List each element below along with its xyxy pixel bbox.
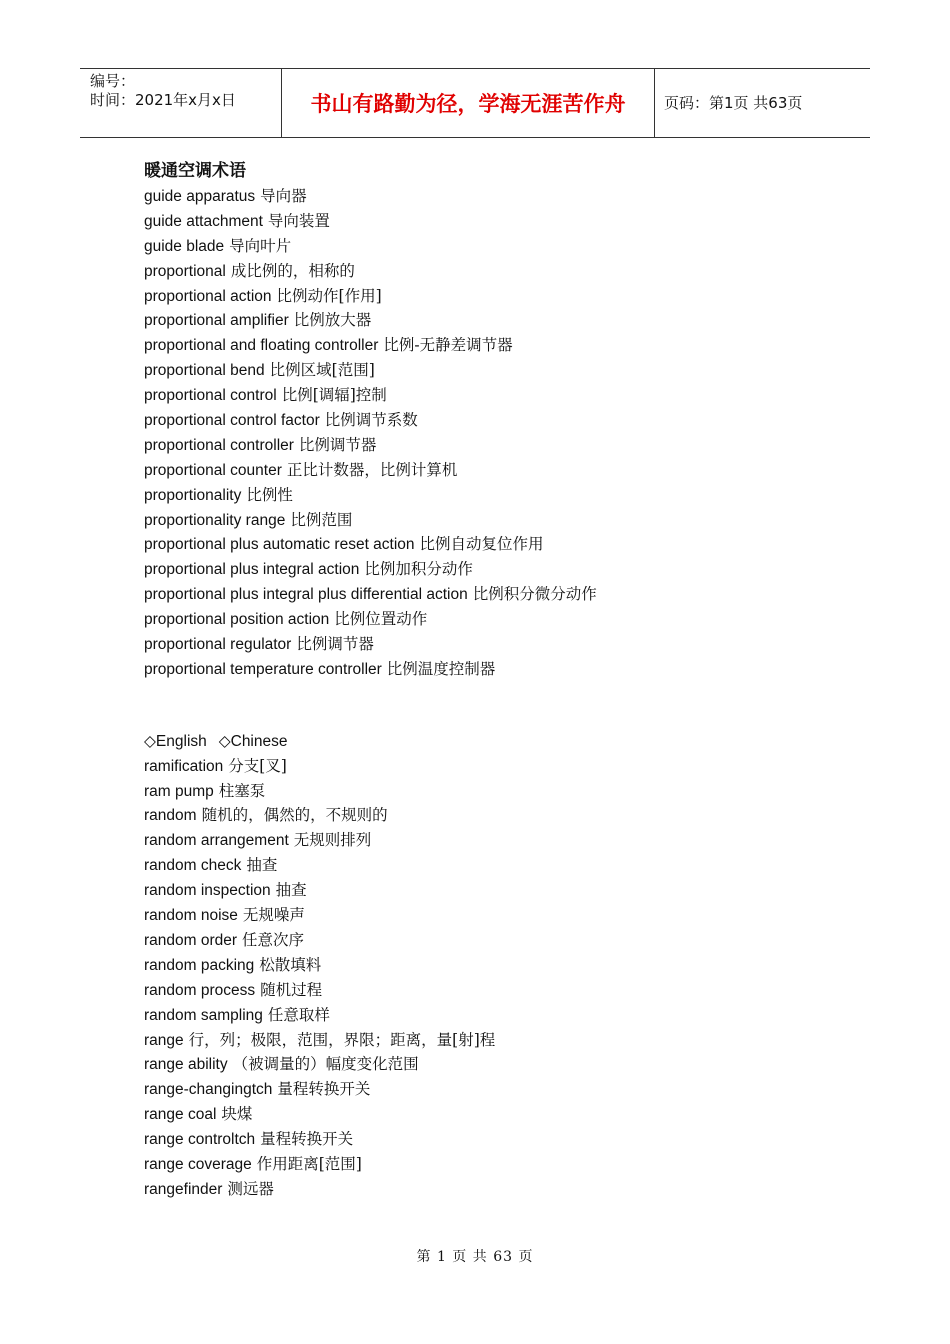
language-legend — [144, 729, 864, 754]
number-label: 编号： — [90, 72, 136, 90]
term-english: range ability — [144, 1056, 228, 1074]
document-body — [144, 158, 864, 1202]
term-chinese: 随机的，偶然的，不规则的 — [201, 806, 388, 825]
term-chinese: 块煤 — [221, 1105, 253, 1124]
term-english: guide apparatus — [144, 188, 256, 205]
term-chinese: 任意次序 — [242, 930, 305, 949]
term-english: proportional counter — [144, 461, 282, 479]
term-english: proportionality range — [144, 511, 286, 529]
term-chinese: 抽查 — [275, 881, 307, 900]
term-entry — [144, 978, 864, 1003]
term-chinese: 比例范围 — [290, 510, 353, 529]
term-entry — [144, 333, 864, 358]
term-chinese: 量程转换开关 — [260, 1130, 354, 1149]
term-english: random — [144, 807, 197, 825]
term-english: random check — [144, 857, 242, 875]
term-english: range-changingtch — [144, 1081, 273, 1099]
term-english: proportional plus integral plus differential action — [144, 586, 468, 604]
term-english: proportionality — [144, 486, 242, 504]
time-label: 时间：2021年x月x日 — [90, 91, 236, 109]
term-list-1 — [144, 184, 864, 682]
term-chinese: 无规则排列 — [293, 831, 372, 850]
term-english: random noise — [144, 907, 238, 925]
term-chinese: 正比计数器，比例计算机 — [286, 460, 458, 479]
term-chinese: 随机过程 — [260, 980, 323, 999]
term-entry — [144, 308, 864, 333]
term-chinese: 测远器 — [227, 1179, 274, 1198]
term-english: random order — [144, 931, 238, 949]
term-chinese: 行，列；极限，范围，界限；距离，量[射]程 — [188, 1030, 496, 1049]
term-english: random packing — [144, 956, 255, 974]
term-entry — [144, 284, 864, 309]
term-entry — [144, 259, 864, 284]
term-chinese: 量程转换开关 — [277, 1080, 371, 1099]
term-chinese: 比例性 — [246, 485, 293, 504]
term-entry — [144, 234, 864, 259]
motto: 书山有路勤为径，学海无涯苦作舟 — [310, 92, 626, 116]
term-english: proportional controller — [144, 436, 294, 454]
term-chinese: 比例加积分动作 — [364, 560, 473, 579]
term-chinese: 柱塞泵 — [218, 781, 266, 800]
term-list-2 — [144, 754, 864, 1202]
term-entry — [144, 878, 864, 903]
term-english: random sampling — [144, 1006, 263, 1024]
term-entry — [144, 557, 864, 582]
term-entry — [144, 1127, 864, 1152]
term-entry — [144, 803, 864, 828]
term-english: proportional plus automatic reset action — [144, 536, 415, 554]
term-english: proportional position action — [144, 611, 330, 629]
term-chinese: 导向叶片 — [229, 236, 292, 255]
term-chinese: 比例位置动作 — [334, 610, 428, 629]
term-english: ram pump — [144, 782, 214, 800]
term-english: proportional temperature controller — [144, 660, 382, 678]
section-title: 暖通空调术语 — [144, 161, 246, 181]
legend-chinese: ◇Chinese — [218, 732, 288, 750]
term-chinese: 导向装置 — [267, 211, 330, 230]
term-chinese: 比例-无静差调节器 — [383, 336, 513, 355]
legend-english: ◇English — [144, 732, 207, 750]
term-english: random inspection — [144, 882, 271, 900]
term-chinese: 无规噪声 — [242, 906, 305, 925]
term-chinese: 比例放大器 — [293, 311, 372, 330]
term-entry — [144, 1028, 864, 1053]
term-chinese: 比例积分微分动作 — [472, 585, 597, 604]
term-entry — [144, 953, 864, 978]
term-entry — [144, 828, 864, 853]
term-entry — [144, 383, 864, 408]
term-english: ramification — [144, 757, 224, 775]
term-english: proportional control factor — [144, 412, 320, 430]
term-entry — [144, 903, 864, 928]
term-chinese: 任意取样 — [267, 1005, 330, 1024]
term-chinese: 比例[调辐]控制 — [281, 386, 387, 405]
term-entry — [144, 657, 864, 682]
term-english: proportional — [144, 262, 226, 280]
header-motto-cell — [282, 69, 655, 137]
term-chinese: 比例自动复位作用 — [419, 535, 544, 554]
term-english: guide blade — [144, 237, 225, 255]
header-page-cell — [655, 69, 870, 137]
term-english: random arrangement — [144, 832, 289, 850]
term-chinese: 比例温度控制器 — [386, 659, 496, 678]
term-entry — [144, 1152, 864, 1177]
term-english: proportional bend — [144, 362, 265, 380]
term-entry — [144, 1003, 864, 1028]
page-header — [80, 68, 870, 138]
term-entry — [144, 184, 864, 209]
term-entry — [144, 1077, 864, 1102]
term-entry — [144, 928, 864, 953]
term-entry — [144, 754, 864, 779]
section-gap — [144, 682, 864, 729]
term-entry — [144, 408, 864, 433]
term-entry — [144, 433, 864, 458]
term-chinese: 导向器 — [260, 187, 307, 205]
term-chinese: （被调量的）幅度变化范围 — [232, 1055, 419, 1074]
term-chinese: 比例调节器 — [298, 435, 377, 454]
term-english: random process — [144, 981, 256, 999]
term-entry — [144, 1177, 864, 1202]
term-english: range — [144, 1031, 184, 1049]
term-english: proportional action — [144, 287, 272, 305]
term-english: guide attachment — [144, 212, 263, 230]
term-english: proportional plus integral action — [144, 561, 360, 579]
term-entry — [144, 1102, 864, 1127]
page-info: 页码：第1页 共63页 — [664, 94, 803, 112]
term-english: proportional control — [144, 387, 277, 405]
term-chinese: 比例区域[范围] — [269, 361, 375, 380]
term-english: proportional and floating controller — [144, 337, 379, 355]
term-entry — [144, 632, 864, 657]
term-english: proportional amplifier — [144, 312, 289, 330]
term-chinese: 分支[叉] — [228, 756, 287, 775]
term-entry — [144, 358, 864, 383]
term-english: proportional regulator — [144, 636, 292, 654]
term-entry — [144, 209, 864, 234]
term-english: rangefinder — [144, 1180, 223, 1198]
term-entry — [144, 483, 864, 508]
term-chinese: 比例调节器 — [296, 635, 374, 654]
term-chinese: 成比例的，相称的 — [230, 261, 355, 280]
page-footer: 第 1 页 共 63 页 — [416, 1249, 534, 1265]
term-chinese: 作用距离[范围] — [256, 1154, 362, 1173]
term-entry — [144, 607, 864, 632]
term-entry — [144, 458, 864, 483]
term-english: range coverage — [144, 1155, 252, 1173]
term-chinese: 松散填料 — [259, 955, 322, 974]
term-chinese: 比例动作[作用] — [276, 286, 382, 305]
term-entry — [144, 779, 864, 804]
term-entry — [144, 1052, 864, 1077]
term-chinese: 比例调节系数 — [324, 411, 418, 430]
header-meta-cell — [80, 69, 282, 137]
term-entry — [144, 582, 864, 607]
term-english: range controltch — [144, 1131, 256, 1149]
term-chinese: 抽查 — [246, 856, 278, 875]
term-english: range coal — [144, 1106, 217, 1124]
term-entry — [144, 508, 864, 533]
term-entry — [144, 853, 864, 878]
term-entry — [144, 532, 864, 557]
